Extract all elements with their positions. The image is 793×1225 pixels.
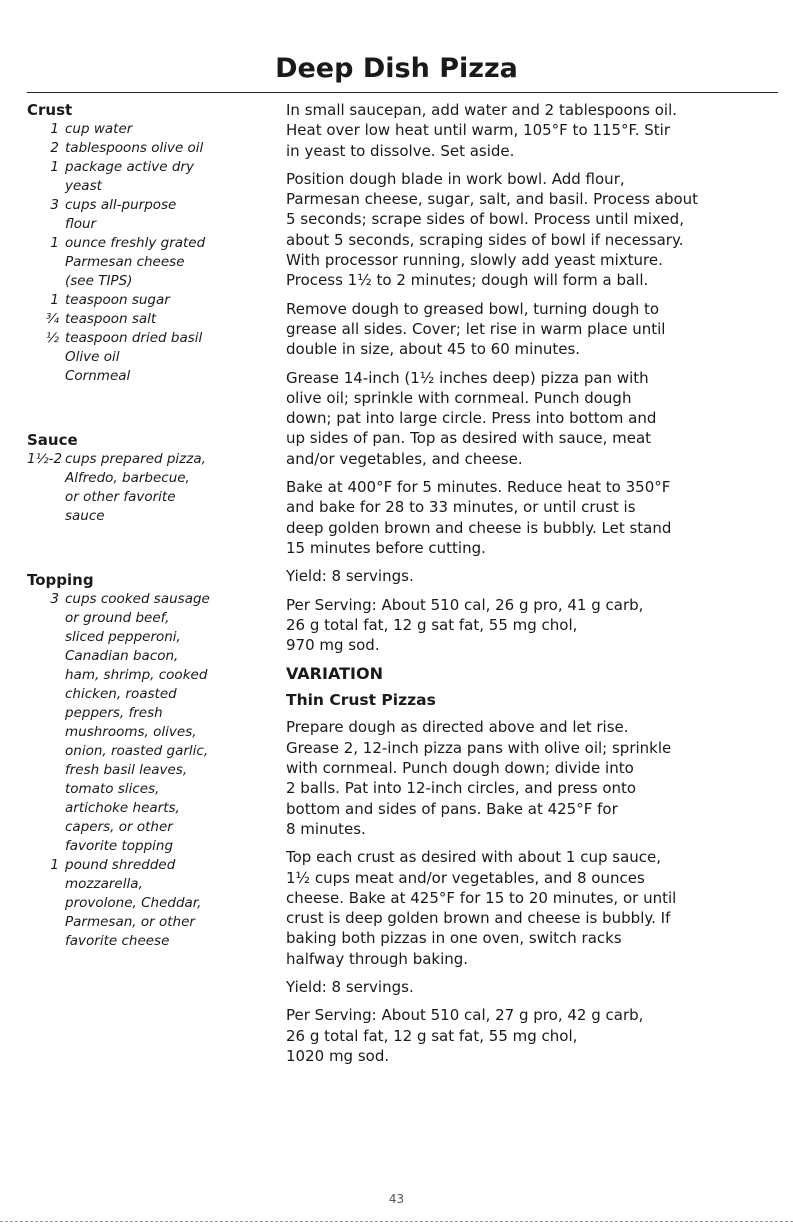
ingredient-item [27, 158, 277, 196]
ingredient-item [27, 329, 277, 348]
ingredient-text: ounce freshly grated Parmesan cheese (see TIPS) [65, 235, 206, 289]
yield-text: Yield: 8 servings. [286, 567, 414, 586]
page-title: Deep Dish Pizza [275, 53, 518, 84]
ingredients-column [27, 100, 277, 951]
ingredient-item [27, 856, 277, 951]
ingredient-quantity: 1 [50, 292, 59, 308]
ingredient-text: cups prepared pizza, Alfredo, barbecue, or other favorite sauce [65, 451, 206, 524]
title-rule [27, 92, 778, 93]
ingredient-quantity: ¾ [45, 311, 59, 327]
ingredient-quantity: 2 [50, 140, 59, 156]
ingredient-text: package active dry yeast [65, 159, 194, 194]
ingredient-quantity: 1 [50, 159, 59, 175]
ingredient-quantity: 1 [50, 121, 59, 137]
topping-list [27, 590, 277, 951]
direction-paragraph: In small saucepan, add water and 2 tablespoons oil. Heat over low heat until warm, 105°F to 115°F. Stir in yeast to dissolve. Set aside. [286, 101, 678, 160]
ingredient-text: cups all-purpose flour [65, 197, 177, 232]
variation-heading: VARIATION [286, 664, 383, 684]
ingredient-text: cup water [65, 121, 133, 137]
ingredient-quantity: 1 [50, 235, 59, 251]
crust-list [27, 120, 277, 386]
ingredient-quantity: 1½-2 [27, 451, 63, 467]
variation-paragraph: Prepare dough as directed above and let rise. Grease 2, 12-inch pizza pans with olive oil; sprinkle with cornmeal. Punch dough down; divide into 2 balls. Pat into 12-inch circles, and press onto bottom and sides of pans. Bake at 425°F for 8 minutes. [286, 718, 672, 838]
ingredient-item [27, 291, 277, 310]
ingredient-text: teaspoon sugar [65, 292, 170, 308]
ingredient-item [27, 196, 277, 234]
sauce-list [27, 450, 277, 526]
variation-paragraph: Top each crust as desired with about 1 cup sauce, 1½ cups meat and/or vegetables, and 8 ounces cheese. Bake at 425°F for 15 to 20 minutes, or until crust is deep golden brown and cheese is bubbly. If baking both pizzas in one oven, switch racks halfway through baking. [286, 848, 677, 968]
ingredient-item [27, 139, 277, 158]
variation-subheading: Thin Crust Pizzas [286, 691, 436, 710]
ingredient-item [27, 450, 277, 526]
nutrition-text: Per Serving: About 510 cal, 26 g pro, 41 g carb, 26 g total fat, 12 g sat fat, 55 mg chol, 970 mg sod. [286, 595, 644, 655]
page-number: 43 [388, 1192, 405, 1206]
direction-paragraph: Grease 14-inch (1½ inches deep) pizza pan with olive oil; sprinkle with cornmeal. Punch dough down; pat into large circle. Press into bottom and up sides of pan. Top as desired with sauce, meat and/or vegetables, and cheese. [286, 368, 657, 468]
ingredient-text: Cornmeal [65, 368, 131, 384]
topping-heading: Topping [27, 571, 94, 589]
variation-yield-text: Yield: 8 servings. [286, 977, 414, 996]
ingredient-text: teaspoon salt [65, 311, 157, 327]
ingredient-quantity: 3 [50, 197, 59, 213]
ingredient-text: tablespoons olive oil [65, 140, 204, 156]
ingredient-item [27, 120, 277, 139]
ingredient-quantity: 3 [50, 591, 59, 607]
variation-nutrition-text: Per Serving: About 510 cal, 27 g pro, 42 g carb, 26 g total fat, 12 g sat fat, 55 mg chol, 1020 mg sod. [286, 1006, 644, 1065]
direction-paragraph: Position dough blade in work bowl. Add flour, Parmesan cheese, sugar, salt, and basil. Process about 5 seconds; scrape sides of bowl. Process until mixed, about 5 seconds, scraping sides of bowl if necessary. With processor running, slowly add yeast mixture. Process 1½ to 2 minutes; dough will form a ball. [286, 169, 699, 290]
crust-heading: Crust [27, 101, 73, 119]
page-bottom-rule [0, 1221, 793, 1222]
ingredient-quantity: 1 [50, 857, 59, 873]
ingredient-text: Olive oil [65, 349, 120, 365]
ingredient-item [27, 367, 277, 386]
ingredient-text: pound shredded mozzarella, provolone, Cheddar, Parmesan, or other favorite cheese [65, 857, 202, 949]
ingredient-text: teaspoon dried basil [65, 330, 203, 346]
ingredient-item [27, 234, 277, 291]
sauce-heading: Sauce [27, 431, 78, 449]
direction-paragraph: Bake at 400°F for 5 minutes. Reduce heat to 350°F and bake for 28 to 33 minutes, or until crust is deep golden brown and cheese is bubbly. Let stand 15 minutes before cutting. [286, 478, 672, 557]
direction-paragraph: Remove dough to greased bowl, turning dough to grease all sides. Cover; let rise in warm place until double in size, about 45 to 60 minutes. [286, 299, 666, 359]
ingredient-item [27, 348, 277, 367]
ingredient-text: cups cooked sausage or ground beef, sliced pepperoni, Canadian bacon, ham, shrimp, cooked chicken, roasted peppers, fresh mushrooms, olives, onion, roasted garlic, fresh basil leaves, tomato slices, artichoke hearts, capers, or other favorite topping [65, 591, 210, 854]
ingredient-item [27, 310, 277, 329]
ingredient-item [27, 590, 277, 856]
directions-column [286, 100, 776, 1074]
ingredient-quantity: ½ [45, 330, 59, 346]
